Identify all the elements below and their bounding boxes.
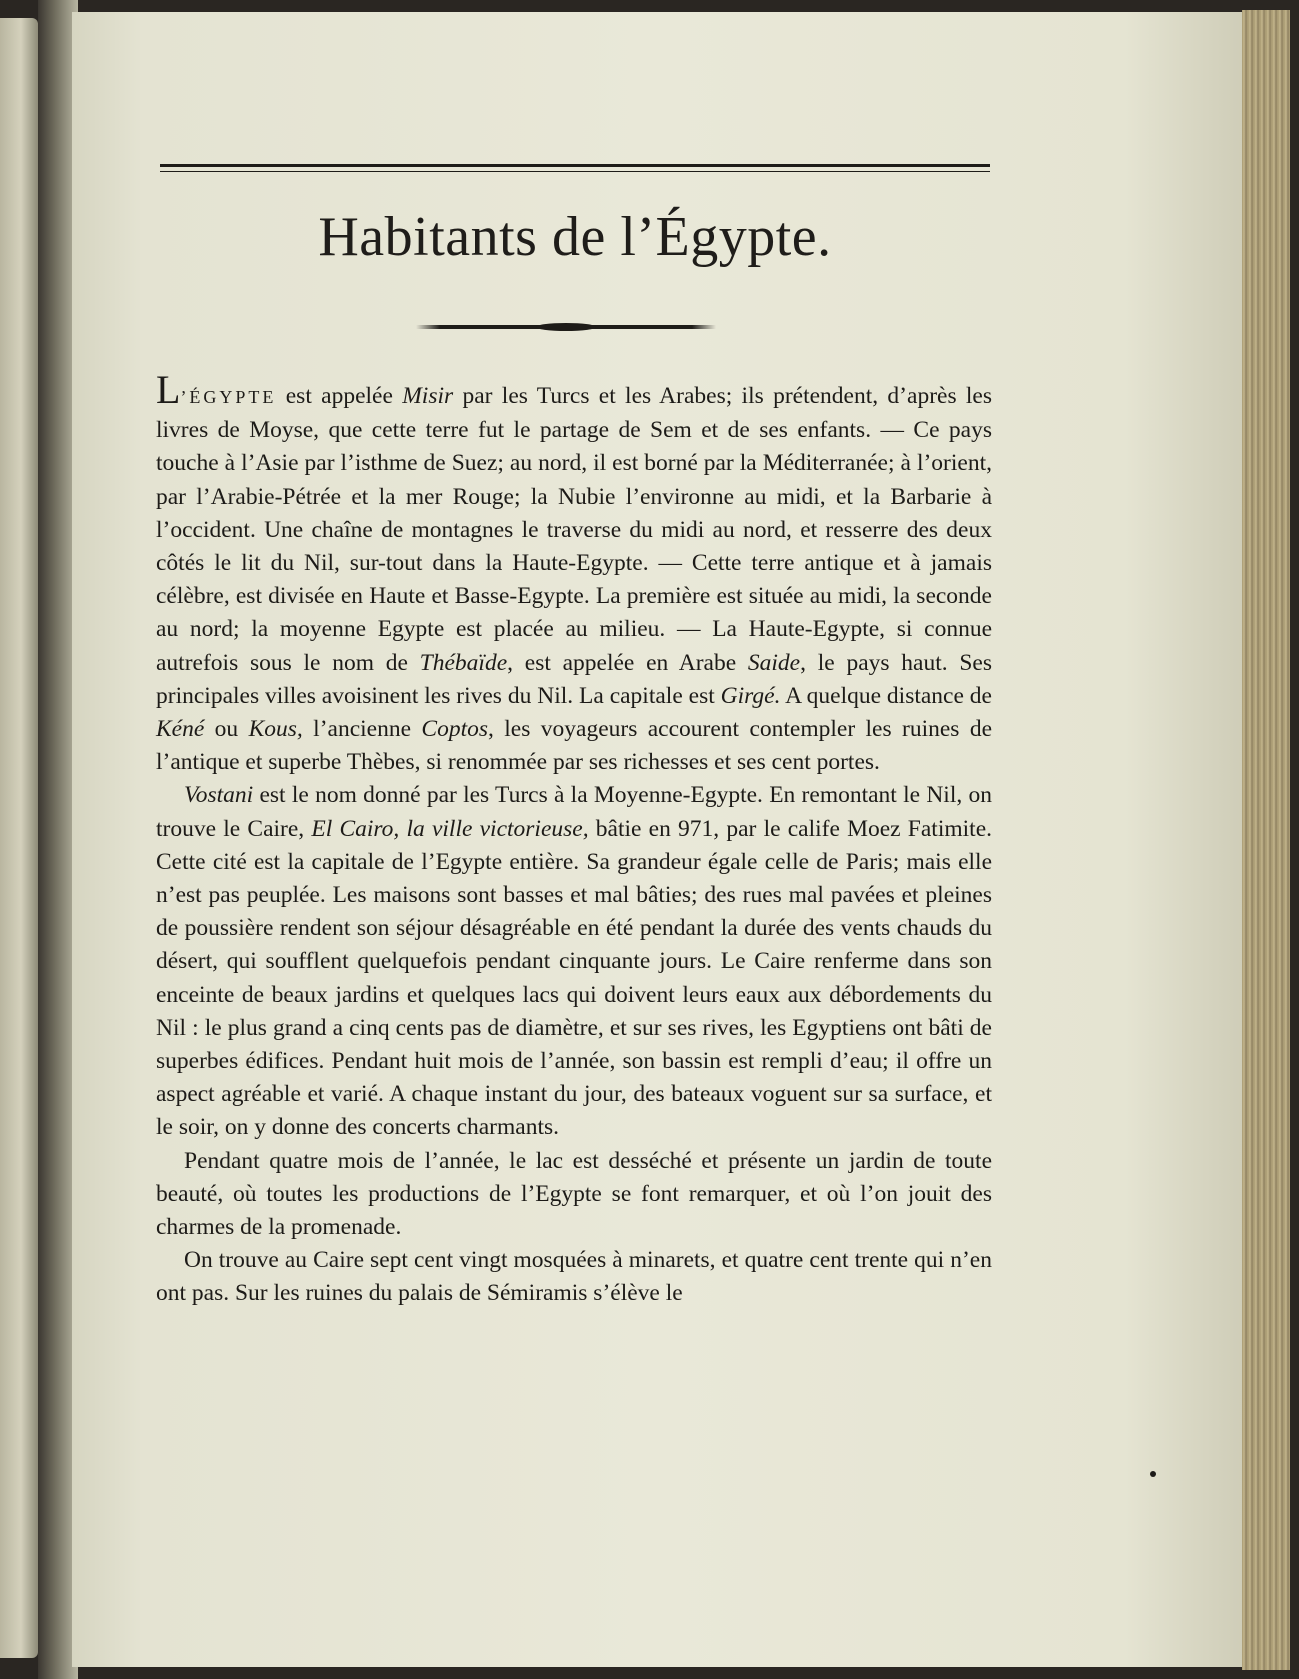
text-run: bâtie en 971, par le calife Moez Fatimite. Cette cité est la capitale de l’Egypte entière. Sa grandeur égale celle de Paris; mais elle n’est pas peuplée. Les maisons sont basses et mal bâties; des rues mal pavées et pleines de poussière rendent son séjour désagréable en été pendant la durée des vents chauds du désert, qui soufflent quelquefois pendant cinquante jours. Le Caire renferme dans son enceinte de beaux jardins et quelques lacs qui doivent leurs eaux aux débordements du Nil : le plus grand a cinq cents pas de diamètre, et sur ses rives, les Egyptiens ont bâti de superbes édifices. Pendant huit mois de l’année, son bassin est rempli d’eau; il offre un aspect agréable et varié. A chaque instant du jour, des bateaux voguent sur sa surface, et le soir, on y donne des concerts charmants.	[156, 815, 992, 1141]
drop-cap: L	[156, 367, 181, 412]
small-caps-word: ’ÉGYPTE	[180, 387, 277, 407]
text-run: A quelque distance de	[780, 682, 992, 709]
text-run: ou	[204, 716, 249, 743]
paragraph-4	[156, 1244, 992, 1310]
italic-term: El Cairo, la ville victorieuse,	[311, 815, 589, 842]
paragraph-3	[156, 1145, 992, 1245]
page-fore-edge	[1242, 10, 1290, 1670]
italic-term: Kous,	[248, 716, 303, 743]
paragraph-1	[156, 367, 993, 779]
italic-term: Misir	[402, 383, 454, 409]
italic-term: Coptos	[421, 716, 489, 743]
text-run: On trouve au Caire sept cent vingt mosquées à minarets, et quatre cent trente qui n’en ont pas. Sur les ruines du palais de Sémiramis s’élève le	[156, 1247, 992, 1307]
text-run: est le nom donné par les Turcs à la Moyenne-Egypte. En remontant le Nil, on trouve le Caire,	[156, 782, 992, 842]
italic-term: Saide	[747, 649, 801, 676]
body-text	[156, 367, 993, 1311]
text-run: , les voyageurs accourent contempler les ruines de l’antique et superbe Thèbes, si renommée par ses richesses et ses cent portes.	[156, 716, 993, 776]
text-run: , est appelée en Arabe	[507, 649, 748, 676]
text-run: Pendant quatre mois de l’année, le lac est desséché et présente un jardin de toute beauté, où toutes les productions de l’Egypte se font remarquer, et où l’on jouit des charmes de la promenade.	[156, 1147, 992, 1241]
italic-term: Thébaïde	[419, 649, 508, 676]
paragraph-2	[156, 779, 992, 1144]
text-run: est appelée	[276, 383, 403, 409]
text-run: l’ancienne	[302, 716, 422, 743]
chapter-title: Habitants de l’Égypte.	[318, 206, 832, 268]
italic-term: Vostani	[184, 782, 254, 809]
header-double-rule	[160, 164, 990, 172]
italic-term: Girgé.	[720, 682, 781, 709]
text-run: par les Turcs et les Arabes; ils prétendent, d’après les livres de Moyse, que cette terre fut le partage de Sem et de ses enfants. — Ce pays touche à l’Asie par l’isthme de Suez; au nord, il est borné par la Méditerranée; à l’orient, par l’Arabie-Pétrée et la mer Rouge; la Nubie l’environne au midi, et la Barbarie à l’occident. Une chaîne de montagnes le traverse du midi au nord, et resserre des deux côtés le lit du Nil, sur-tout dans la Haute-Egypte. — Cette terre antique et à jamais célèbre, est divisée en Haute et Basse-Egypte. La première est située au midi, la seconde au nord; la moyenne Egypte est placée au milieu. — La Haute-Egypte, si connue autrefois sous le nom de	[156, 383, 993, 676]
ornamental-rule	[416, 325, 716, 329]
ink-speck	[1150, 1471, 1156, 1477]
previous-page-edge	[0, 18, 38, 1658]
text-run: , le pays haut. Ses principales villes avoisinent les rives du Nil. La capitale est	[156, 649, 993, 709]
italic-term: Kéné	[156, 716, 205, 743]
